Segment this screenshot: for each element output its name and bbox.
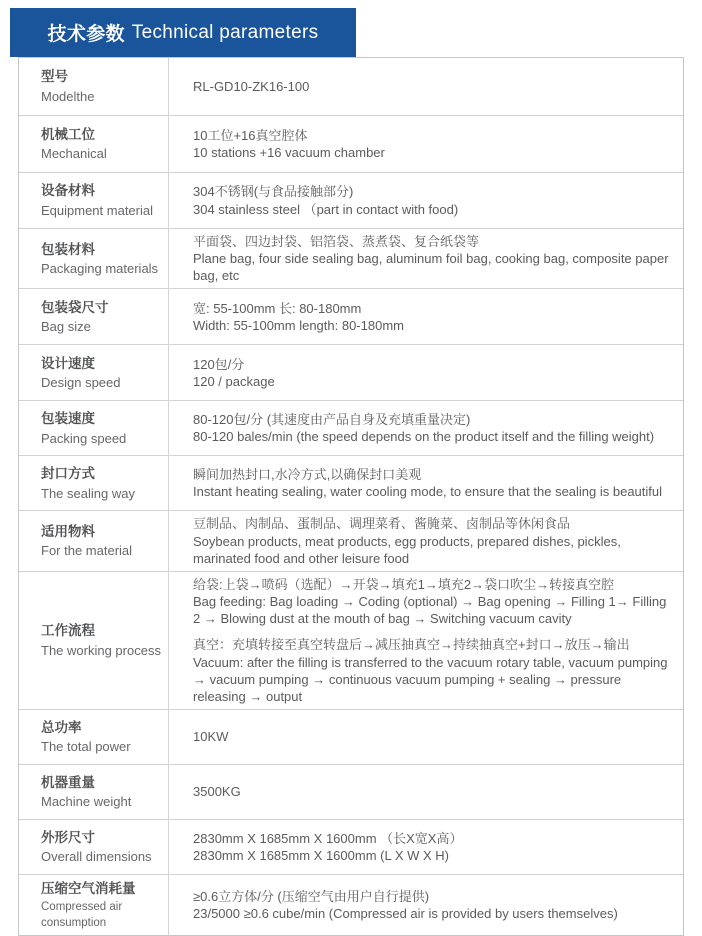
row-value-line: Instant heating sealing, water cooling mode, to ensure that the sealing is beautiful (193, 484, 663, 500)
row-value-line: 瞬间加热封口,水冷方式,以确保封口美观 (193, 467, 422, 483)
row-label-cell (19, 58, 169, 115)
row-label-zh: 设备材料 (41, 183, 95, 199)
row-value-cell (169, 820, 683, 874)
row-label-cell (19, 820, 169, 874)
row-label-en: Packing speed (41, 430, 127, 446)
row-label-en: Mechanical (41, 146, 107, 162)
row-value-line: Plane bag, four side sealing bag, aluminum foil bag, cooking bag, composite paper bag, etc (193, 251, 669, 284)
row-label-en: For the material (41, 543, 133, 559)
row-value-cell (169, 173, 683, 228)
table-row-packaging-materials (19, 228, 683, 288)
row-value-line: 120 / package (193, 373, 275, 389)
table-row-bag-size (19, 288, 683, 344)
row-value-line: 豆制品、肉制品、蛋制品、调理菜肴、酱腌菜、卤制品等休闲食品 (193, 516, 571, 532)
row-value-line: Width: 55-100mm length: 80-180mm (193, 317, 404, 333)
row-label-cell (19, 511, 169, 570)
row-label-zh: 总功率 (41, 719, 82, 735)
table-row-packing-speed (19, 400, 683, 455)
row-value-line: ≥0.6立方体/分 (压缩空气由用户自行提供) (193, 889, 430, 905)
row-label-zh: 型号 (41, 69, 68, 85)
row-label-cell (19, 710, 169, 764)
table-row-equipment-material (19, 172, 683, 228)
table-row-total-power (19, 709, 683, 764)
row-value-line: 10KW (193, 729, 229, 745)
row-label-cell (19, 116, 169, 172)
row-label-cell (19, 345, 169, 400)
row-value-line: 304 stainless steel （part in contact with food) (193, 201, 459, 217)
section-title-zh: 技术参数 (47, 24, 125, 45)
row-value-line: 宽: 55-100mm 长: 80-180mm (193, 300, 362, 316)
row-label-zh: 设计速度 (41, 355, 95, 371)
row-label-zh: 压缩空气消耗量 (41, 881, 136, 897)
row-label-en: The sealing way (41, 485, 135, 501)
row-value-line: 80-120包/分 (其速度由产品自身及充填重量决定) (193, 412, 471, 428)
row-label-en: Modelthe (41, 88, 95, 104)
row-label-zh: 机械工位 (41, 126, 95, 142)
row-label-zh: 包装袋尺寸 (41, 299, 109, 315)
row-label-en: Compressed air consumption (41, 901, 123, 930)
spec-table (18, 57, 684, 936)
table-row-model (19, 58, 683, 115)
row-value-cell (169, 229, 683, 288)
table-row-mechanical (19, 115, 683, 172)
row-value-cell (169, 345, 683, 400)
table-row-for-the-material (19, 510, 683, 570)
section-title-en: Technical parameters (131, 21, 319, 43)
row-label-cell (19, 875, 169, 935)
row-value-cell (169, 511, 683, 570)
row-label-cell (19, 456, 169, 510)
row-label-en: Bag size (41, 319, 91, 334)
row-label-zh: 机器重量 (41, 774, 95, 790)
row-value-cell (169, 289, 683, 344)
row-label-zh: 外形尺寸 (41, 829, 95, 845)
row-label-cell (19, 765, 169, 819)
row-label-zh: 包装材料 (41, 241, 95, 257)
row-value-line: Vacuum: after the filling is transferred to the vacuum rotary table, vacuum pumping → vacuum pumping → continuous vacuum pumping + sealing → pressure releasing → output (193, 654, 668, 704)
table-row-machine-weight (19, 764, 683, 819)
row-value-cell (169, 710, 683, 764)
row-value-line: 120包/分 (193, 356, 245, 372)
row-value-line: 23/5000 ≥0.6 cube/min (Compressed air is provided by users themselves) (193, 906, 618, 922)
row-value-line: 2830mm X 1685mm X 1600mm (L X W X H) (193, 848, 449, 864)
row-value-line: 10工位+16真空腔体 (193, 127, 308, 143)
row-value-cell (169, 572, 683, 709)
row-value-cell (169, 401, 683, 455)
row-label-cell (19, 572, 169, 709)
row-value-line: 80-120 bales/min (the speed depends on the product itself and the filling weight) (193, 429, 655, 445)
row-label-en: The total power (41, 739, 131, 755)
section-header-banner (10, 8, 356, 57)
row-label-en: Design speed (41, 375, 121, 390)
row-value-line: 真空：充填转接至真空转盘后→减压抽真空→持续抽真空+封口→放压→输出 (193, 637, 630, 653)
row-label-en: Packaging materials (41, 260, 159, 276)
row-value-line: 10 stations +16 vacuum chamber (193, 145, 385, 160)
table-row-design-speed (19, 344, 683, 400)
row-label-cell (19, 229, 169, 288)
row-value-line: 3500KG (193, 784, 241, 800)
row-value-line: 平面袋、四边封袋、铝箔袋、蒸煮袋、复合纸袋等 (193, 234, 480, 249)
row-label-en: Machine weight (41, 794, 132, 810)
row-value-cell (169, 58, 683, 115)
row-value-cell (169, 875, 683, 935)
row-label-cell (19, 289, 169, 344)
row-value-line: 2830mm X 1685mm X 1600mm （长X宽X高） (193, 830, 463, 846)
row-label-en: The working process (41, 642, 161, 658)
row-label-en: Overall dimensions (41, 849, 152, 865)
row-label-zh: 适用物料 (41, 523, 95, 539)
row-label-cell (19, 401, 169, 455)
row-value-cell (169, 116, 683, 172)
row-label-en: Equipment material (41, 202, 153, 218)
row-label-zh: 封口方式 (41, 466, 95, 482)
row-label-zh: 工作流程 (41, 623, 95, 639)
table-row-overall-dimensions (19, 819, 683, 874)
row-value-cell (169, 765, 683, 819)
row-value-line: Bag feeding: Bag loading → Coding (optional) → Bag opening → Filling 1→ Filling 2 → Blowing dust at the mouth of bag → Switching vacuum cavity (193, 594, 667, 627)
row-label-cell (19, 173, 169, 228)
row-value-cell (169, 456, 683, 510)
table-row-compressed-air (19, 874, 683, 935)
row-value-line: 给袋:上袋→喷码（选配）→开袋→填充1→填充2→袋口吹尘→转接真空腔 (193, 576, 615, 592)
row-value-line: Soybean products, meat products, egg products, prepared dishes, pickles, marinated food and other leisure food (193, 533, 621, 566)
table-row-sealing-way (19, 455, 683, 510)
process-block-vacuum (193, 636, 671, 705)
table-row-working-process (19, 571, 683, 709)
row-value-line: 304不锈钢(与食品接触部分) (193, 184, 354, 200)
row-value-line: RL-GD10-ZK16-100 (193, 78, 310, 94)
row-label-zh: 包装速度 (41, 411, 95, 427)
process-block-bag-feeding (193, 576, 671, 627)
